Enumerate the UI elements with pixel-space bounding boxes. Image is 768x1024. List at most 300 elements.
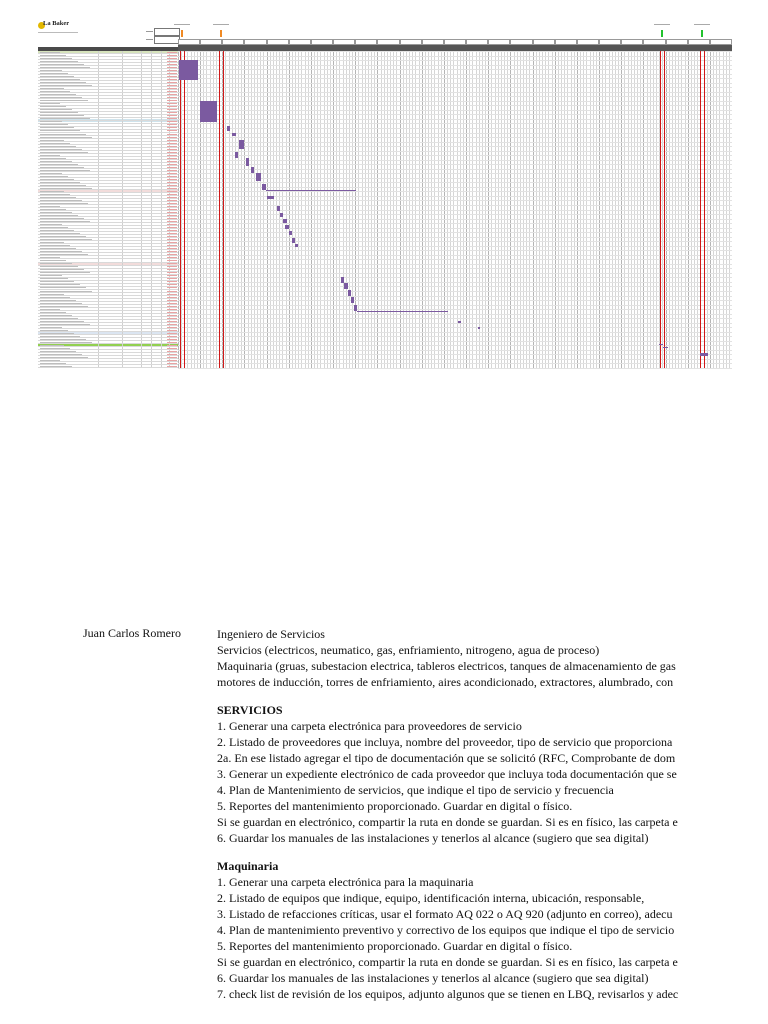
task-name-cell [40,155,60,156]
row-gridline [178,223,732,224]
row-gridline [178,350,732,351]
task-name-cell [40,100,88,101]
status-cell [167,91,177,92]
row-gridline [178,196,732,197]
row-gridline [178,309,732,310]
row-gridline [178,128,732,129]
task-name-cell [40,137,92,138]
task-name-cell [40,354,82,355]
status-cell [167,215,177,216]
row-gridline [178,214,732,215]
task-bar [239,140,245,149]
note-line: motores de inducción, torres de enfriamiento, aires acondicionado, extractores, alumbrado, con [217,675,674,689]
row-gridline [178,51,732,52]
status-cell [167,124,177,125]
milestone-line [184,51,185,368]
task-name-cell [40,70,62,71]
week-header [289,39,311,45]
status-cell [167,360,177,361]
status-cell [167,327,177,328]
task-name-cell [40,82,86,83]
status-cell [167,134,177,135]
status-cell [167,309,177,310]
task-bar [700,353,708,356]
status-cell [167,152,177,153]
status-cell [167,272,177,273]
note-line: 1. Generar una carpeta electrónica para la maquinaria [217,875,474,889]
row-gridline [178,336,732,337]
task-name-cell [40,221,90,222]
task-bar [280,213,283,218]
task-name-cell [40,85,92,86]
task-bar [179,60,198,80]
task-name-cell [40,266,78,267]
task-bar [246,158,249,166]
task-name-cell [40,306,88,307]
milestone-line [664,51,665,368]
note-line: 5. Reportes del mantenimiento proporcionado. Guardar en digital o físico. [217,939,573,953]
status-cell [167,303,177,304]
task-name-cell [40,200,82,201]
section-heading: SERVICIOS [217,703,283,717]
section-heading: Maquinaria [217,859,279,873]
week-header [555,39,577,45]
status-cell [167,176,177,177]
row-gridline [178,56,732,57]
row-gridline [178,332,732,333]
status-cell [167,155,177,156]
row-gridline [178,273,732,274]
status-cell [167,127,177,128]
status-cell [167,324,177,325]
status-cell [167,58,177,59]
note-line: 5. Reportes del mantenimiento proporcionado. Guardar en digital o físico. [217,799,573,813]
task-bar [227,126,230,131]
week-header [510,39,532,45]
task-name-cell [40,357,88,358]
row-gridline [178,255,732,256]
week-header [333,39,355,45]
week-header [488,39,510,45]
status-cell [167,112,177,113]
task-name-cell [40,300,76,301]
task-name-cell [40,55,66,56]
status-cell [167,67,177,68]
week-header [400,39,422,45]
status-cell [167,284,177,285]
task-name-cell [40,224,62,225]
status-cell [167,167,177,168]
status-cell [167,221,177,222]
task-name-cell [40,281,74,282]
task-name-cell [40,124,68,125]
milestone-label [694,24,710,25]
task-name-cell [40,161,72,162]
company-logo [38,22,90,44]
milestone-label [174,24,190,25]
task-bar [200,101,217,122]
status-cell [167,158,177,159]
week-header [688,39,710,45]
notes-block [0,624,768,1024]
status-cell [167,140,177,141]
task-name-cell [40,336,80,337]
status-cell [167,251,177,252]
row-gridline [178,169,732,170]
row-gridline [178,155,732,156]
task-name-cell [40,106,66,107]
task-name-cell [40,230,74,231]
status-cell [167,164,177,165]
row-gridline [178,314,732,315]
status-cell [167,194,177,195]
status-cell [167,269,177,270]
status-cell [167,200,177,201]
status-cell [167,260,177,261]
status-cell [167,257,177,258]
task-name-cell [40,324,90,325]
note-line: Servicios (electricos, neumatico, gas, enfriamiento, nitrogeno, agua de proceso) [217,643,600,657]
status-cell [167,106,177,107]
row-gridline [178,187,732,188]
row-gridline [178,286,732,287]
task-name-cell [40,115,84,116]
milestone-flag-icon [701,30,703,37]
logo-text: La Baker [43,20,70,27]
task-name-cell [40,79,80,80]
task-name-cell [40,179,74,180]
task-name-cell [40,118,90,119]
task-name-cell [40,315,72,316]
task-bar [659,344,663,346]
status-cell [167,239,177,240]
status-cell [167,354,177,355]
week-header [577,39,599,45]
status-cell [167,130,177,131]
row-gridline [178,259,732,260]
milestone-line [223,51,224,368]
task-name-cell [40,146,76,147]
row-gridline [178,232,732,233]
gantt-timeline [178,20,732,370]
status-cell [167,306,177,307]
task-name-cell [40,103,60,104]
status-cell [167,97,177,98]
task-name-cell [40,251,82,252]
row-gridline [178,151,732,152]
task-name-cell [40,94,76,95]
status-cell [167,197,177,198]
status-cell [167,115,177,116]
info-field [154,36,180,44]
status-cell [167,70,177,71]
task-name-cell [40,164,78,165]
milestone-label [654,24,670,25]
row-gridline [178,182,732,183]
status-cell [167,287,177,288]
week-header [222,39,244,45]
task-name-cell [40,134,86,135]
task-name-cell [40,239,92,240]
status-cell [167,275,177,276]
status-cell [167,242,177,243]
status-cell [167,366,177,367]
task-name-cell [40,121,62,122]
status-cell [167,351,177,352]
week-header [267,39,289,45]
note-line: Ingeniero de Servicios [217,627,325,641]
status-cell [167,203,177,204]
row-gridline [178,205,732,206]
task-bar [289,231,292,236]
task-name-cell [40,52,60,53]
task-name-cell [40,149,82,150]
task-bar [283,219,286,224]
notes-lines [217,626,697,1002]
task-bar [357,311,448,313]
task-bar [478,327,480,329]
task-name-cell [40,185,86,186]
task-name-cell [40,58,72,59]
status-cell [167,52,177,53]
note-line: 6. Guardar los manuales de las instalaciones y tenerlos al alcance (sugiero que sea digital) [217,831,649,845]
task-name-cell [40,203,88,204]
status-cell [167,318,177,319]
task-bar [292,238,295,243]
row-gridline [178,78,732,79]
week-header [710,39,732,45]
task-name-cell [40,236,86,237]
row-gridline [178,237,732,238]
row-gridline [178,123,732,124]
task-name-cell [40,363,66,364]
task-name-cell [40,143,70,144]
status-cell [167,266,177,267]
task-name-cell [40,269,84,270]
row-gridline [178,60,732,61]
row-gridline [178,110,732,111]
task-name-cell [40,97,82,98]
task-bar [256,173,262,181]
row-gridline [178,142,732,143]
status-cell [167,263,177,264]
row-gridline [178,264,732,265]
week-header [422,39,444,45]
status-cell [167,245,177,246]
row-gridline [178,101,732,102]
row-gridline [178,92,732,93]
row-gridline [178,241,732,242]
milestone-line [219,51,220,368]
task-name-cell [40,176,68,177]
note-line: 4. Plan de mantenimiento preventivo y correctivo de los equipos que indique el tipo de servicio [217,923,675,937]
task-name-cell [40,227,68,228]
status-cell [167,345,177,346]
task-name-cell [40,130,80,131]
status-cell [167,236,177,237]
task-name-cell [40,263,72,264]
status-cell [167,188,177,189]
task-name-cell [40,209,66,210]
row-gridline [178,345,732,346]
row-gridline [178,219,732,220]
task-table [38,51,178,368]
task-name-cell [40,140,64,141]
milestone-flag-icon [661,30,663,37]
status-cell [167,339,177,340]
status-cell [167,294,177,295]
task-name-cell [40,194,70,195]
task-bar [285,225,288,230]
task-name-cell [40,242,64,243]
task-bar [351,297,354,303]
status-cell [167,146,177,147]
task-name-cell [40,167,84,168]
status-cell [167,61,177,62]
task-bar [295,244,297,247]
row-gridline [178,146,732,147]
spacer [217,846,697,858]
status-cell [167,170,177,171]
note-line: Si se guardan en electrónico, compartir la ruta en donde se guardan. Si es en físico, las carpeta e [217,815,678,829]
task-name-cell [40,291,92,292]
milestone-line [700,51,701,368]
milestone-flag-icon [220,30,222,37]
row-gridline [178,363,732,364]
status-cell [167,191,177,192]
status-cell [167,254,177,255]
task-name-cell [40,158,66,159]
status-cell [167,212,177,213]
status-cell [167,79,177,80]
status-cell [167,342,177,343]
status-cell [167,300,177,301]
task-name-cell [40,348,70,349]
row-gridline [178,354,732,355]
status-cell [167,281,177,282]
task-bar [458,321,460,323]
status-cell [167,82,177,83]
milestone-line [704,51,705,368]
row-gridline [178,318,732,319]
status-cell [167,121,177,122]
status-cell [167,100,177,101]
row-gridline [178,65,732,66]
status-cell [167,330,177,331]
row-gridline [178,164,732,165]
milestone-line [660,51,661,368]
status-cell [167,173,177,174]
task-name-cell [40,61,78,62]
status-cell [167,227,177,228]
week-header [355,39,377,45]
status-cell [167,73,177,74]
task-name-cell [40,218,84,219]
task-name-cell [40,245,70,246]
status-cell [167,149,177,150]
task-name-cell [40,233,80,234]
project-info-fields [146,28,178,46]
status-cell [167,297,177,298]
week-header [178,39,200,45]
status-cell [167,278,177,279]
task-name-cell [40,330,68,331]
row-gridline [178,119,732,120]
status-cell [167,161,177,162]
milestone-flag-icon [181,30,183,37]
task-name-cell [40,206,60,207]
status-cell [167,336,177,337]
task-bar [348,290,351,296]
row-gridline [178,282,732,283]
status-cell [167,179,177,180]
note-line: 6. Guardar los manuales de las instalaciones y tenerlos al alcance (sugiero que sea digital) [217,971,649,985]
task-name-cell [40,254,88,255]
row-gridline [178,327,732,328]
task-bar [277,206,280,211]
task-name-cell [40,342,92,343]
row-gridline [178,74,732,75]
row-gridline [178,87,732,88]
note-line: 3. Generar un expediente electrónico de cada proveedor que incluya toda documentación que se [217,767,677,781]
task-name-cell [40,76,74,77]
status-cell [167,137,177,138]
task-name-cell [40,327,62,328]
week-header [244,39,266,45]
task-name-cell [40,91,70,92]
status-cell [167,182,177,183]
task-name-cell [40,112,78,113]
milestone-line [180,51,181,368]
task-bar [266,190,357,192]
task-name-cell [40,345,64,346]
row-gridline [178,133,732,134]
note-line: 2. Listado de equipos que indique, equipo, identificación interna, ubicación, responsable, [217,891,645,905]
status-cell [167,357,177,358]
status-cell [167,363,177,364]
milestone-label [213,24,229,25]
task-name-cell [40,109,72,110]
row-gridline [178,83,732,84]
task-name-cell [40,152,88,153]
row-gridline [178,268,732,269]
task-name-cell [40,260,66,261]
status-cell [167,233,177,234]
status-cell [167,312,177,313]
task-name-cell [40,248,76,249]
note-line: 2. Listado de proveedores que incluya, nombre del proveedor, tipo de servicio que proporciona [217,735,673,749]
status-cell [167,85,177,86]
task-name-cell [40,67,90,68]
week-header [599,39,621,45]
week-header [444,39,466,45]
row-gridline [178,296,732,297]
status-cell [167,185,177,186]
status-cell [167,321,177,322]
note-line: 1. Generar una carpeta electrónica para proveedores de servicio [217,719,522,733]
task-name-cell [40,294,64,295]
status-cell [167,291,177,292]
status-cell [167,109,177,110]
row-gridline [178,277,732,278]
row-gridline [178,300,732,301]
row-gridline [178,341,732,342]
status-cell [167,206,177,207]
row-gridline [178,178,732,179]
info-field [154,28,180,36]
task-name-cell [40,215,78,216]
week-header [666,39,688,45]
